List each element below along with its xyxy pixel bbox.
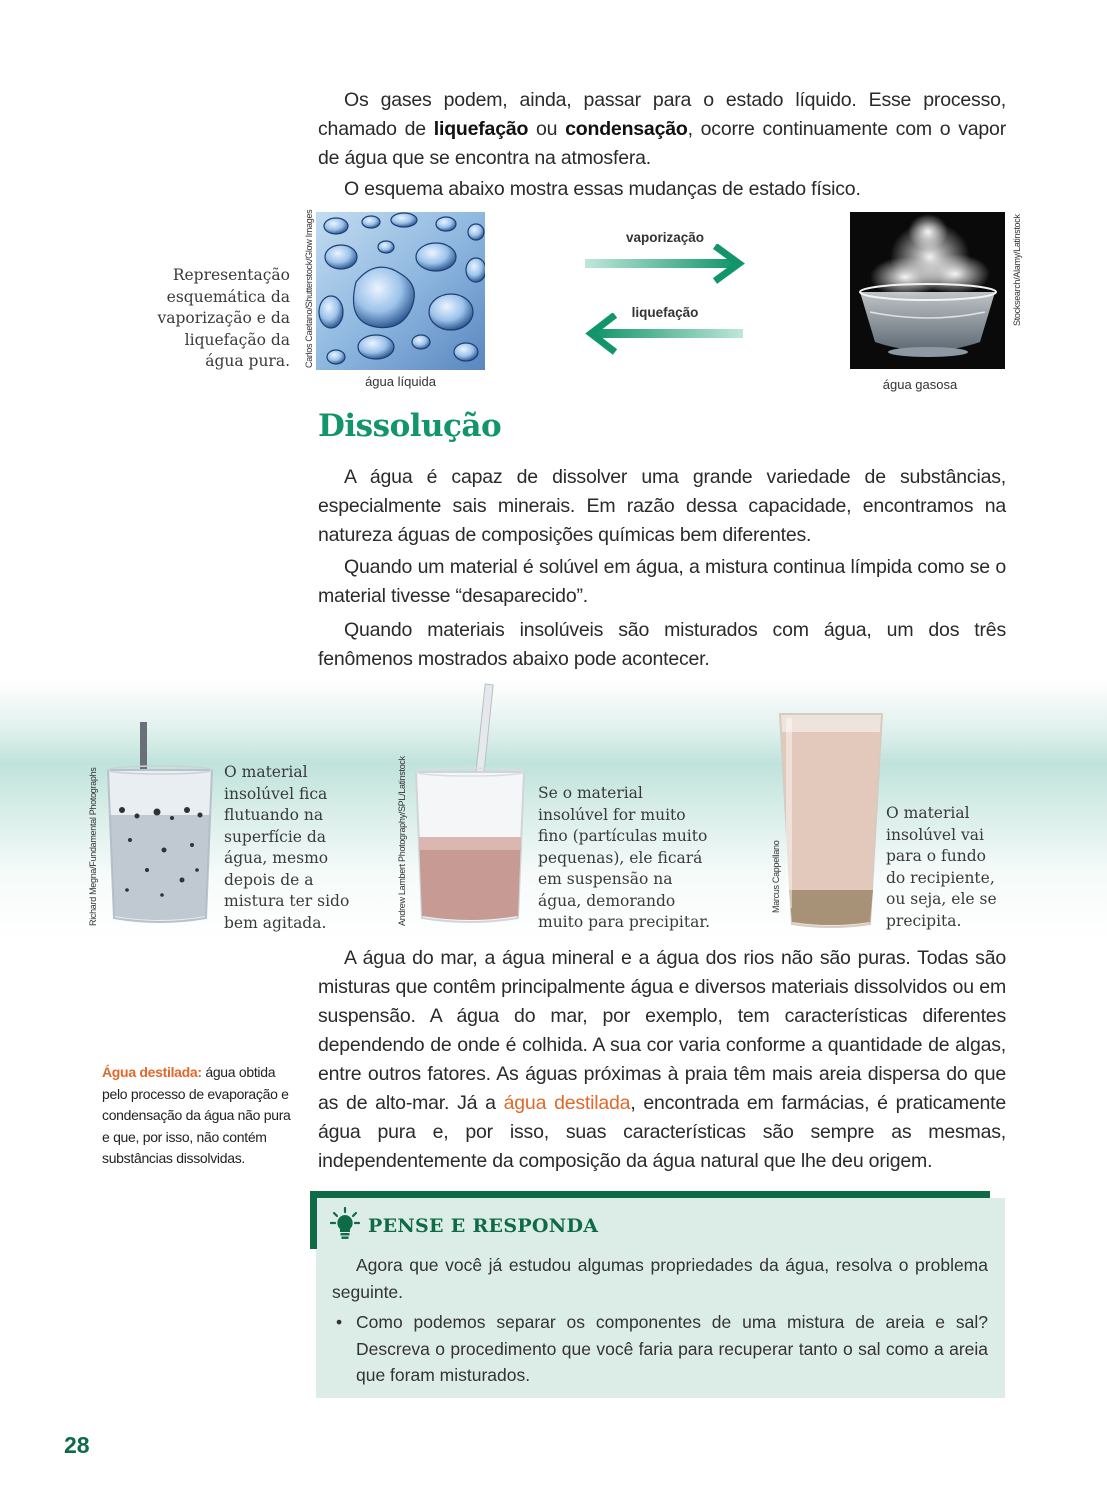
intro-paragraph-2: O esquema abaixo mostra essas mudanças de estado físico. <box>344 178 861 200</box>
photo-credit-suspension: Andrew Lambert Photography/SPL/Latinstock <box>397 756 407 926</box>
water-drops-image <box>316 212 485 370</box>
think-box-intro: Agora que você já estudou algumas propriedades da água, resolva o problema seguinte. <box>332 1255 988 1302</box>
caption-precipitate: O material insolúvel vai para o fundo do recipiente, ou seja, ele se precipita. <box>886 804 997 930</box>
section-title: Dissolução <box>318 408 502 444</box>
glass-precipitate-image <box>778 712 884 930</box>
photo-credit-steam: Stocksearch/Alamy/Latinstock <box>1012 214 1022 326</box>
scheme-caption: Representação esquemática da vaporização e da liquefação da água pura. <box>157 266 290 370</box>
intro-paragraph-1: Os gases podem, ainda, passar para o estado líquido. Esse processo, chamado de liquefação ou condensação, ocorre continuamente com o vapor de água que se encontra na atmosfera. <box>318 89 1006 169</box>
term-distilled-water: água destilada <box>503 1092 631 1114</box>
think-box-side-bar <box>310 1191 317 1249</box>
glossary-note: Água destilada: água obtida pelo processo de evaporação e condensação da água não pura e que, por isso, não contém substâncias dissolvidas. <box>102 1064 291 1166</box>
photo-credit-water-drops: Carlos Caetano/Shutterstock/Glow Images <box>304 209 314 368</box>
beaker-suspension-image <box>410 682 530 927</box>
lightbulb-icon <box>330 1207 360 1241</box>
section-paragraph-3: Quando materiais insolúveis são misturados com água, um dos três fenômenos mostrados abaixo pode acontecer. <box>318 619 1006 670</box>
label-gaseous-water: água gasosa <box>882 377 958 392</box>
term-liquefacao: liquefação <box>433 118 529 140</box>
photo-credit-floating: Richard Megna/Fundamental Photographs <box>88 767 98 926</box>
think-box-top-bar <box>310 1191 990 1198</box>
bullet-icon: • <box>336 1312 343 1332</box>
label-vaporization: vaporização <box>625 230 705 245</box>
caption-floating: O material insolúvel fica flutuando na superfície da água, mesmo depois de a mistura ter sido bem agitada. <box>224 763 350 932</box>
body-paragraph: A água do mar, a água mineral e a água dos rios não são puras. Todas são misturas que contêm principalmente água e diversos materiais dissolvidos ou em suspensão. A água do mar, por exemplo, tem características diferentes dependendo de onde é colhida. A sua cor varia conforme a quantidade de algas, entre outros fatores. As águas próximas à praia têm mais areia dispersa do que as de alto-mar. Já a água destilada, encontrada em farmácias, é praticamente água pura e, por isso, suas características são sempre as mesmas, independentemente da composição da água natural que lhe deu origem. <box>318 947 1006 1172</box>
term-condensacao: condensação <box>565 118 688 140</box>
arrow-left-icon <box>585 313 745 355</box>
beaker-floating-image <box>102 720 217 927</box>
caption-suspension: Se o material insolúvel for muito fino (partículas muito pequenas), ele ficará em suspensão na água, demorando muito para precipitar. <box>538 784 710 931</box>
section-paragraph-1: A água é capaz de dissolver uma grande variedade de substâncias, especialmente sais minerais. Em razão dessa capacidade, encontramos na natureza águas de composições químicas bem diferentes. <box>318 466 1006 546</box>
think-box-title: PENSE E RESPONDA <box>368 1215 599 1237</box>
label-liquid-water: água líquida <box>365 374 436 389</box>
label-liquefaction: liquefação <box>631 305 699 320</box>
page-number: 28 <box>64 1432 90 1458</box>
section-paragraph-2: Quando um material é solúvel em água, a mistura continua límpida como se o material tivesse “desaparecido”. <box>318 556 1006 607</box>
photo-credit-precipitate: Marcus Cappellano <box>771 840 781 913</box>
think-box-question: Como podemos separar os componentes de uma mistura de areia e sal? Descreva o procedimento que você faria para recuperar tanto o sal como a areia que foram misturados. <box>356 1312 988 1385</box>
arrow-right-icon <box>585 244 745 284</box>
steam-image <box>850 212 1005 369</box>
